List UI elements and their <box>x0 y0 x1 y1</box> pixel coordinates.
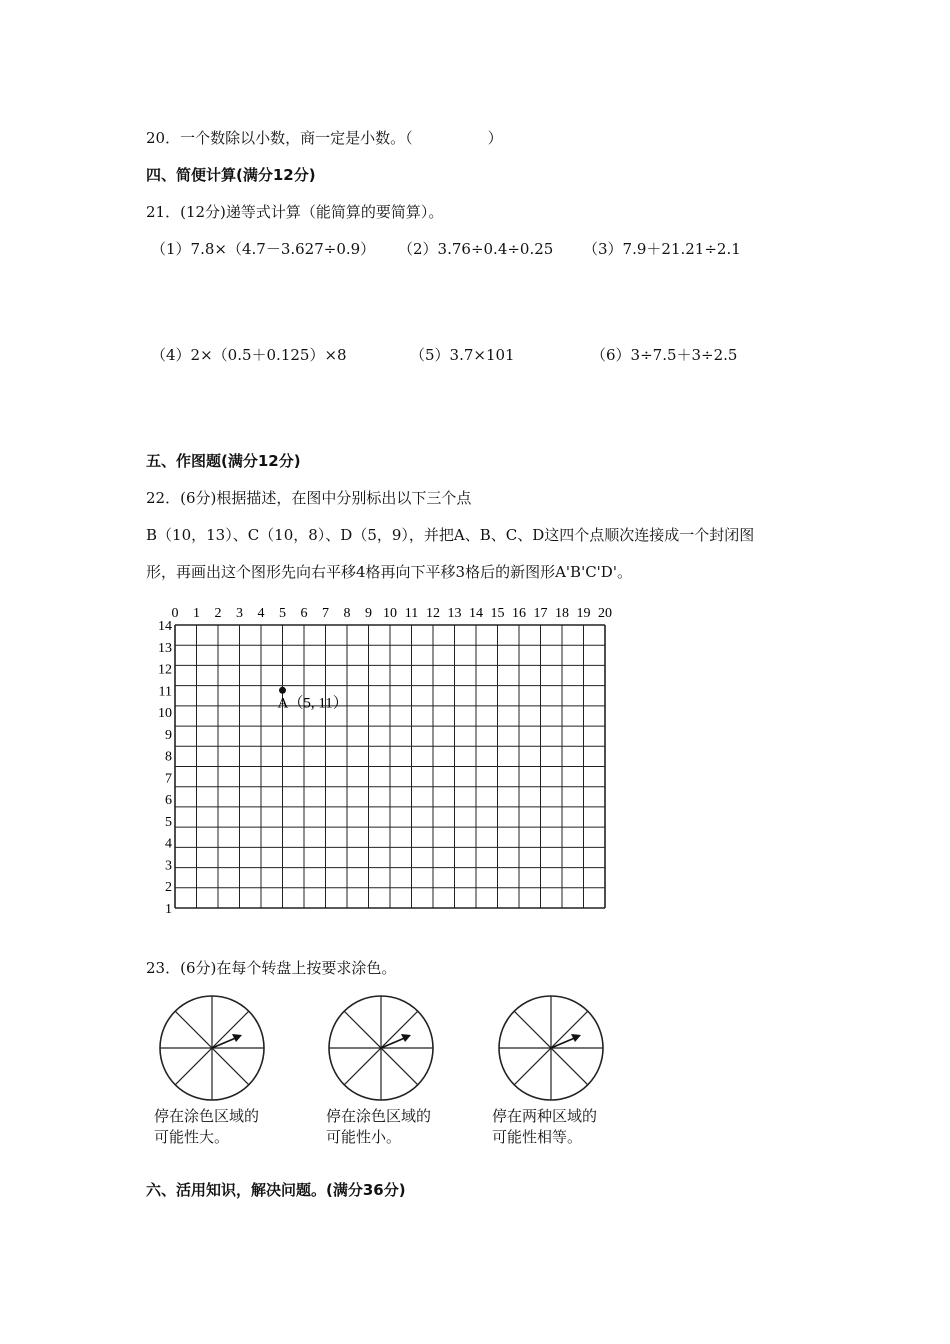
section-4-heading: 四、简便计算(满分12分) <box>146 166 316 184</box>
x-tick-label: 19 <box>576 606 591 621</box>
x-tick-label: 14 <box>469 606 483 621</box>
y-tick-label: 10 <box>158 706 172 722</box>
x-tick-label: 11 <box>404 606 419 621</box>
wheel-3-caption-line-2: 可能性相等。 <box>492 1128 583 1146</box>
q21-item-2: （2）3.76÷0.4÷0.25 <box>398 240 554 258</box>
question-22-line-3: 形，再画出这个图形先向右平移4格再向下平移3格后的新图形A'B'C'D'。 <box>146 563 632 581</box>
x-tick-label: 6 <box>300 606 308 621</box>
wheel-2-caption <box>326 1106 431 1148</box>
wheel-3-caption-line-1: 停在两种区域的 <box>492 1107 598 1125</box>
question-23-title: 23．(6分)在每个转盘上按要求涂色。 <box>146 959 397 977</box>
wheel-3-caption <box>492 1106 597 1148</box>
x-tick-label: 13 <box>447 606 462 621</box>
x-tick-label: 20 <box>598 606 612 621</box>
y-tick-label: 8 <box>165 749 172 765</box>
x-tick-label: 17 <box>533 606 548 621</box>
x-tick-label: 2 <box>214 606 222 621</box>
x-axis-tick-labels <box>172 606 613 621</box>
x-tick-label: 10 <box>383 606 397 621</box>
y-tick-label: 3 <box>165 858 172 874</box>
x-tick-label: 1 <box>193 606 200 621</box>
y-tick-label: 2 <box>165 880 172 896</box>
wheel-2-caption-line-1: 停在涂色区域的 <box>326 1107 432 1125</box>
spinner-wheel-2 <box>329 996 433 1100</box>
x-tick-label: 4 <box>257 606 265 621</box>
spinner-wheel-3 <box>499 996 603 1100</box>
q21-item-3: （3）7.9＋21.21÷2.1 <box>583 240 741 258</box>
x-tick-label: 18 <box>555 606 569 621</box>
y-tick-label: 4 <box>165 836 172 852</box>
y-tick-label: 5 <box>165 814 172 830</box>
plotted-points <box>278 687 348 712</box>
q21-item-6: （6）3÷7.5＋3÷2.5 <box>591 346 738 364</box>
point-a-label: A（5, 11） <box>277 695 348 712</box>
wheel-1-caption-line-1: 停在涂色区域的 <box>154 1107 260 1125</box>
x-tick-label: 0 <box>171 606 179 621</box>
q21-item-4: （4）2×（0.5＋0.125）×8 <box>151 346 347 364</box>
wheel-1-caption-line-2: 可能性大。 <box>154 1128 230 1146</box>
x-tick-label: 5 <box>279 606 286 621</box>
grid-lines <box>175 625 605 908</box>
y-tick-label: 7 <box>165 771 172 787</box>
q21-item-5: （5）3.7×101 <box>410 346 515 364</box>
x-tick-label: 3 <box>236 606 243 621</box>
y-axis-tick-labels <box>158 619 172 917</box>
y-tick-label: 12 <box>158 662 172 678</box>
question-20: 20．一个数除以小数，商一定是小数。（ ） <box>146 129 503 147</box>
wheel-2-caption-line-2: 可能性小。 <box>326 1128 402 1146</box>
y-tick-label: 1 <box>165 902 172 917</box>
wheel-1-caption <box>154 1106 259 1148</box>
y-tick-label: 13 <box>158 640 172 656</box>
question-22-title: 22．(6分)根据描述，在图中分别标出以下三个点 <box>146 489 472 507</box>
y-tick-label: 14 <box>158 619 172 634</box>
x-tick-label: 7 <box>322 606 329 621</box>
q21-item-1: （1）7.8×（4.7－3.627÷0.9） <box>151 240 376 258</box>
section-5-heading: 五、作图题(满分12分) <box>146 452 301 470</box>
x-tick-label: 16 <box>512 606 526 621</box>
section-6-heading: 六、活用知识，解决问题。(满分36分) <box>146 1181 406 1199</box>
x-tick-label: 15 <box>490 606 505 621</box>
question-21-title: 21．(12分)递等式计算（能简算的要简算）。 <box>146 203 444 221</box>
x-tick-label: 9 <box>365 606 372 621</box>
point-a-marker <box>279 687 286 694</box>
x-tick-label: 8 <box>343 606 351 621</box>
question-22-line-2: B（10，13）、C（10，8）、D（5，9），并把A、B、C、D这四个点顺次连接成一个封闭图 <box>146 526 755 544</box>
y-tick-label: 11 <box>158 684 172 700</box>
y-tick-label: 6 <box>165 793 172 809</box>
y-tick-label: 9 <box>165 727 172 743</box>
spinner-wheel-1 <box>160 996 264 1100</box>
x-tick-label: 12 <box>426 606 440 621</box>
